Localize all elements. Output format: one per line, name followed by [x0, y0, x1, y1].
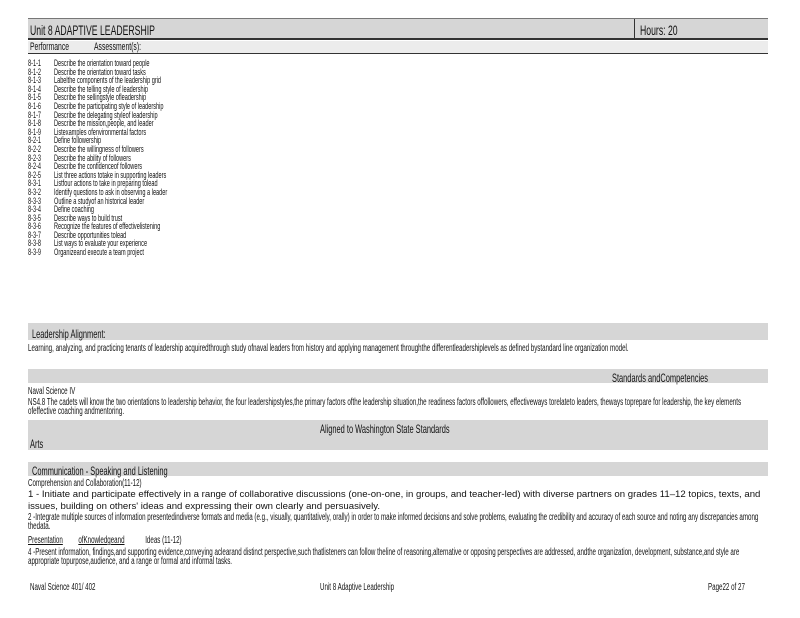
outcome-row	[28, 145, 768, 154]
outcome-id: 8-3-1	[28, 178, 42, 189]
outcome-id: 8-2-3	[28, 152, 42, 163]
outcome-id: 8-2-2	[28, 143, 42, 154]
outcome-id: 8-1-9	[28, 126, 42, 137]
page-footer	[28, 582, 768, 592]
footer-unit: Unit 8 Adaptive Leadership	[320, 582, 395, 593]
standard-2: 2 -Integrate multiple sources of information presentedindiverse formats and media (e.g., visually, quantitatively, orally) in order to make informed decisions and solve problems, evaluating the credibility and accuracy of each source and noting any discrepancies among thedata.	[28, 512, 759, 532]
outcome-text: Listfour actions to take in preparing tolead	[54, 178, 158, 189]
unit-header-bar	[28, 18, 768, 40]
outcome-row	[28, 128, 768, 137]
outcome-row	[28, 205, 768, 214]
outcome-id: 8-2-1	[28, 135, 42, 146]
outcome-text: Describe ways to build trust	[54, 212, 123, 223]
outcome-id: 8-1-2	[28, 66, 42, 77]
standard-1: 1 - Initiate and participate effectively in a range of collaborative discussions (one-on-one, in groups, and teacher-led) with diverse partners on grades 11–12 topics, texts, and issues, building on others' ideas and expressing their own clearly and persuasively.	[28, 489, 761, 512]
outcome-id: 8-3-3	[28, 195, 42, 206]
ns48-standard: NS4.8 The cadets will know the two orientations to leadership behavior, the four leadershipstyles,the primary factors ofthe leadership situation,the readiness factors offollowers, effectiveways torelateto leaders, theways toprepare for leadership, the key elements ofeffective coaching andmentoring.	[28, 397, 742, 417]
outcome-id: 8-1-3	[28, 75, 42, 86]
outcome-id: 8-1-6	[28, 100, 42, 111]
outcome-text: Define followership	[54, 135, 102, 146]
communication-bar	[28, 462, 768, 476]
outcome-text: Describe the orientation toward people	[54, 58, 150, 68]
outcome-text: Organizeand execute a team project	[54, 247, 144, 258]
outcome-text: Describe the telling style of leadership	[54, 83, 148, 94]
outcome-text: Describe the confidenceof followers	[54, 161, 143, 172]
outcome-text: Describe the sellingstyle ofleadership	[54, 92, 147, 103]
standard-4: 4 -Present information, findings,and supporting evidence,conveying aclearand distinct perspective,such thatlisteners can follow theline of reasoning,alternative or opposing perspectives are addressed, andthe organization, development, substance,and style are appropriate topurpose,audience, and a range or formal and informal tasks.	[28, 547, 740, 567]
outcome-id: 8-3-4	[28, 204, 42, 215]
standards-label: Standards andCompetencies	[612, 371, 708, 385]
outcome-text: List three actions totake in supporting leaders	[54, 169, 167, 180]
outcome-id: 8-3-7	[28, 229, 42, 240]
outcome-text: Describe the ability of followers	[54, 152, 131, 163]
outcome-text: Describe the delegating styleof leadership	[54, 109, 158, 120]
outcome-text: Describe the participating style of leadership	[54, 100, 164, 111]
standards-bar	[28, 369, 768, 383]
outcome-text: Labelthe components of the leadership grid	[54, 75, 162, 86]
outcomes-list	[28, 59, 768, 257]
outcome-id: 8-1-5	[28, 92, 42, 103]
leadership-alignment-bar	[28, 323, 768, 340]
outcome-text: Listexamples ofenvironmental factors	[54, 126, 147, 137]
performance-label: Performance	[30, 41, 70, 53]
outcome-id: 8-1-4	[28, 83, 42, 94]
outcome-text: Describe the mission,people, and leader	[54, 118, 154, 129]
outcome-id: 8-1-1	[28, 58, 42, 68]
course-name: Naval Science IV	[28, 386, 76, 397]
washington-label: Aligned to Washington State Standards	[320, 422, 450, 436]
outcome-id: 8-3-5	[28, 212, 42, 223]
footer-course: Naval Science 401/ 402	[30, 582, 96, 593]
outcome-id: 8-2-5	[28, 169, 42, 180]
outcome-text: List ways to evaluate your experience	[54, 238, 148, 249]
presentation-heading: Presentation ofKnowledgeand Ideas (11-12)	[28, 535, 182, 546]
outcome-id: 8-1-7	[28, 109, 42, 120]
outcome-text: Define coaching	[54, 204, 95, 215]
washington-standards-bar	[28, 420, 768, 450]
outcome-text: Outline a studyof an historical leader	[54, 195, 145, 206]
outcome-id: 8-3-8	[28, 238, 42, 249]
outcome-text: Recognize the features of effectivelistening	[54, 221, 161, 232]
outcome-id: 8-3-9	[28, 247, 42, 258]
outcome-text: Describe opportunities tolead	[54, 229, 127, 240]
footer-page: Page22 of 27	[708, 582, 745, 593]
outcome-id: 8-2-4	[28, 161, 42, 172]
unit-title: Unit 8 ADAPTIVE LEADERSHIP	[30, 22, 155, 38]
outcome-id: 8-1-8	[28, 118, 42, 129]
communication-label: Communication - Speaking and Listening	[32, 464, 168, 478]
outcome-row	[28, 222, 768, 231]
outcome-row	[28, 248, 768, 257]
arts-label: Arts	[30, 437, 44, 451]
performance-bar	[28, 41, 768, 54]
leadership-alignment-label: Leadership Alignment:	[32, 327, 106, 341]
outcome-id: 8-3-2	[28, 186, 42, 197]
outcome-text: Describe the willingness of followers	[54, 143, 144, 154]
comprehension-collaboration-heading: Comprehension and Collaboration(11-12)	[28, 478, 142, 489]
outcome-text: Describe the orientation toward tasks	[54, 66, 146, 77]
header-divider	[634, 19, 635, 38]
hours-label: Hours: 20	[640, 22, 678, 38]
outcome-row	[28, 197, 768, 206]
outcome-id: 8-3-6	[28, 221, 42, 232]
leadership-alignment-text: Learning, analyzing, and practicing tenants of leadership acquiredthrough study ofnaval leaders from history and applying management throughthe differentleadershiplevels as defined bystandard line organization model.	[28, 343, 629, 354]
outcome-text: Identify questions to ask in observing a leader	[54, 186, 168, 197]
assessment-label: Assessment(s):	[94, 41, 141, 53]
